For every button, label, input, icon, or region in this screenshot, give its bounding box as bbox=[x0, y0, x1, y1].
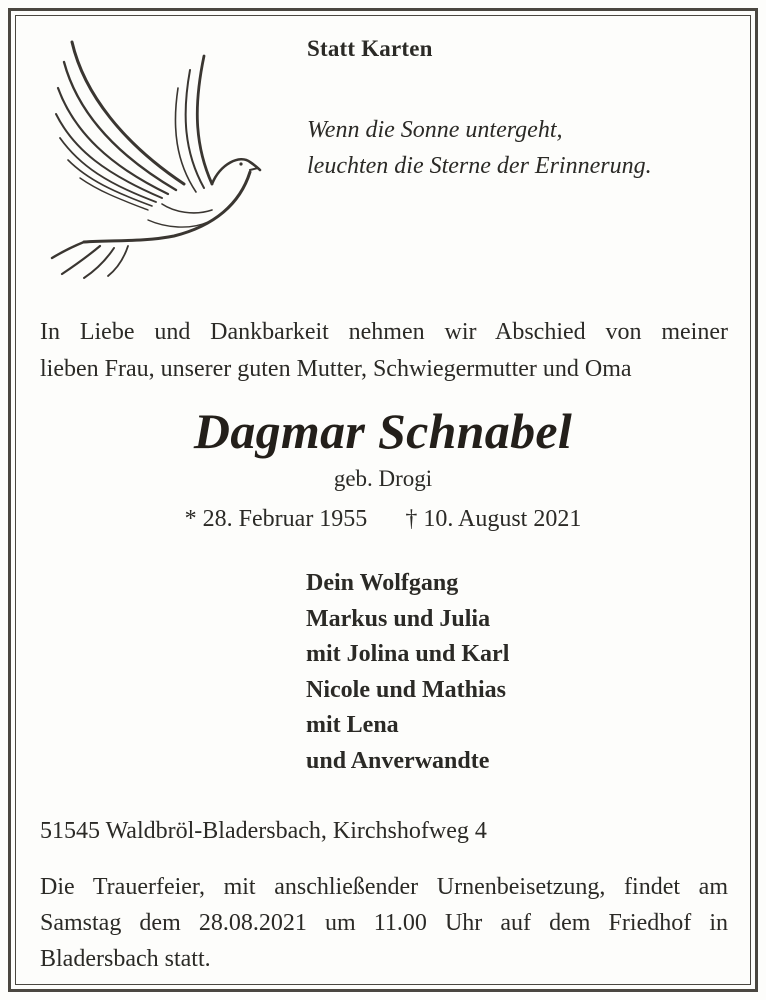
family-line: und Anverwandte bbox=[306, 747, 490, 774]
dove-icon bbox=[44, 34, 264, 282]
death-date: † 10. August 2021 bbox=[405, 506, 582, 532]
intro-line: lieben Frau, unserer guten Mutter, Schwiegermutter und Oma bbox=[40, 356, 632, 382]
family-line: Dein Wolfgang bbox=[306, 570, 459, 596]
family-line: mit Jolina und Karl bbox=[306, 641, 510, 667]
birth-name: geb. Drogi bbox=[333, 466, 433, 491]
motto-line: leuchten die Sterne der Erinnerung. bbox=[307, 153, 652, 179]
intro-line: In Liebe und Dankbarkeit nehmen wir Abschied von meiner bbox=[40, 319, 728, 345]
address: 51545 Waldbröl-Bladersbach, Kirchshofweg 4 bbox=[40, 818, 487, 844]
family-list bbox=[306, 566, 509, 779]
motto-line: Wenn die Sonne untergeht, bbox=[307, 117, 563, 143]
statt-karten-label: Statt Karten bbox=[307, 36, 433, 61]
family-line: Markus und Julia bbox=[306, 605, 491, 632]
deceased-name: Dagmar Schnabel bbox=[193, 403, 573, 459]
funeral-info bbox=[40, 869, 728, 977]
family-line: mit Lena bbox=[306, 712, 399, 738]
funeral-line: Bladersbach statt. bbox=[40, 946, 211, 972]
funeral-line: Samstag dem 28.08.2021 um 11.00 Uhr auf dem Friedhof in bbox=[40, 910, 728, 936]
birth-date: * 28. Februar 1955 bbox=[184, 506, 368, 532]
family-line: Nicole und Mathias bbox=[306, 676, 507, 703]
intro-text bbox=[40, 314, 728, 388]
life-dates bbox=[0, 506, 766, 533]
funeral-line: Die Trauerfeier, mit anschließender Urnenbeisetzung, findet am bbox=[40, 874, 728, 900]
motto-quote bbox=[307, 112, 652, 184]
